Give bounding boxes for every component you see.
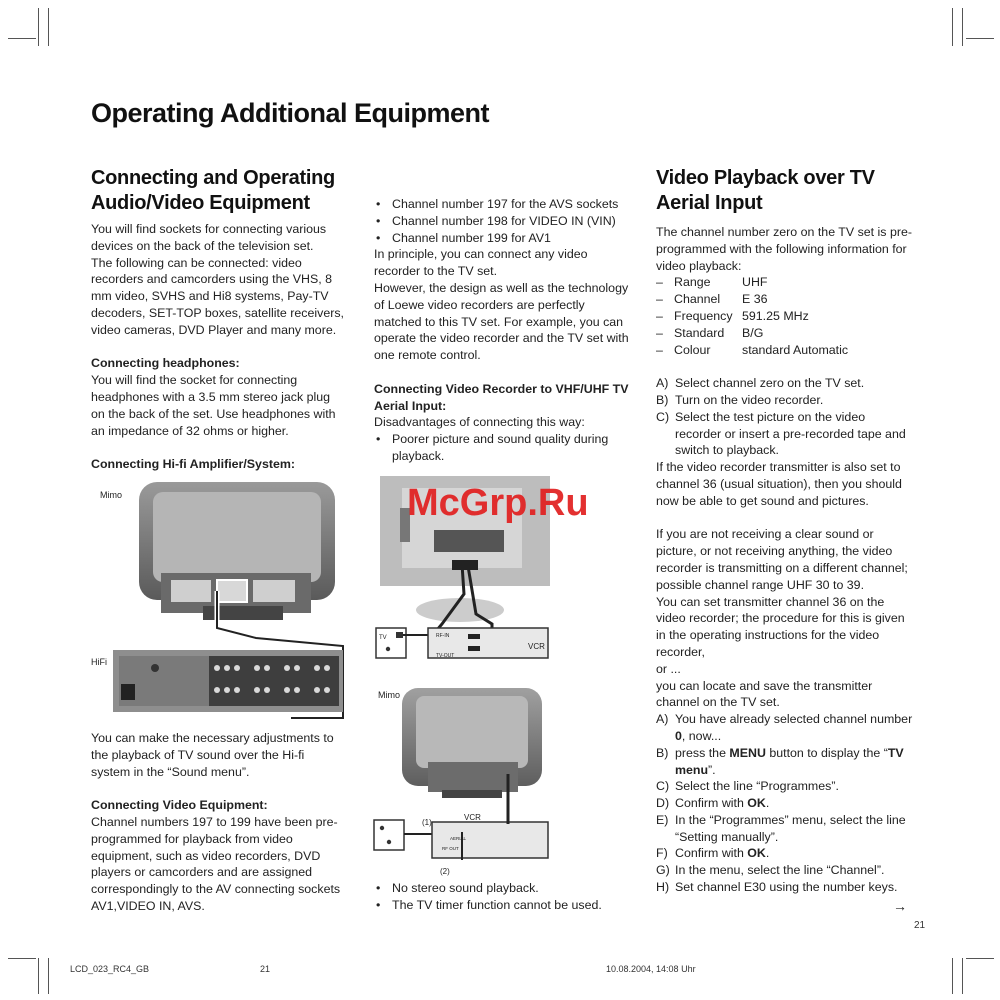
- spec-value: B/G: [742, 325, 764, 340]
- list-item: • Poorer picture and sound quality during playback.: [374, 431, 630, 465]
- paragraph-or: or ...: [656, 661, 681, 676]
- paragraph-transmitter: If the video recorder transmitter is also set to channel 36 (usual situation), then you should now be able to get sound and pictures.: [656, 460, 902, 508]
- list-item: • No stereo sound playback.: [374, 880, 630, 897]
- label-tv: TV: [379, 635, 387, 641]
- list-item: G) In the menu, select the line “Channel”.: [656, 863, 885, 878]
- table-row: – Standard B/G: [656, 325, 848, 342]
- figure-label-mimo-2: Mimo: [378, 690, 400, 700]
- crop-mark: [962, 958, 963, 994]
- spec-label: Frequency: [674, 308, 733, 323]
- section-heading-audio-video: Connecting and Operating Audio/Video Equipment: [91, 167, 335, 214]
- label-1: (1): [422, 818, 432, 827]
- paragraph-disadvantages: Disadvantages of connecting this way:: [374, 415, 585, 430]
- subheading-video-equipment: Connecting Video Equipment:: [91, 798, 268, 813]
- list-item: D) Confirm with OK.: [656, 796, 770, 811]
- subheading-hifi: Connecting Hi-fi Amplifier/System:: [91, 457, 296, 472]
- paragraph-locate: you can locate and save the transmitter channel on the TV set.: [656, 678, 873, 710]
- figure-label-mimo: Mimo: [100, 490, 122, 500]
- steps-list-2: [656, 711, 914, 896]
- list-item: • Channel number 197 for the AVS sockets: [374, 196, 630, 213]
- column-right: [656, 166, 914, 896]
- crop-mark: [38, 958, 39, 994]
- label-vcr-2: VCR: [464, 813, 481, 822]
- section-heading-video-playback: Video Playback over TV Aerial Input: [656, 167, 875, 214]
- table-row: – Channel E 36: [656, 291, 848, 308]
- spec-label: Range: [674, 275, 711, 290]
- column-middle-lower: [374, 880, 630, 914]
- footer-page: 21: [260, 964, 271, 974]
- spec-value: E 36: [742, 292, 768, 307]
- spec-label: Standard: [674, 325, 725, 340]
- mimo-vcr-diagram: [372, 682, 552, 877]
- crop-mark: [962, 8, 963, 46]
- paragraph-connectable: The following can be connected: video recorders and camcorders using the VHS, 8 mm video, SVHS and Hi8 systems, Pay-TV decoders, SET-TOP boxes, satellite receivers, video cameras, DVD Player and many more.: [91, 255, 344, 337]
- tv-back-panel: [153, 492, 321, 582]
- spec-label: Channel: [674, 292, 721, 307]
- label-2: (2): [440, 867, 450, 876]
- list-item: B) press the MENU button to display the “TV menu”.: [656, 745, 904, 777]
- label-tv-out: TV-OUT: [436, 653, 455, 659]
- figure-label-hifi: HiFi: [91, 657, 107, 667]
- drawbacks-list: [374, 880, 630, 914]
- continue-arrow-icon: →: [893, 898, 907, 914]
- crop-mark: [952, 8, 953, 46]
- spec-value: UHF: [742, 275, 768, 290]
- crop-mark: [8, 958, 36, 959]
- crop-mark: [8, 38, 36, 39]
- steps-list-1: [656, 375, 914, 459]
- paragraph-principle: In principle, you can connect any video recorder to the TV set.: [374, 247, 588, 279]
- aerial-socket: [374, 820, 404, 850]
- hifi-connection-diagram: [91, 478, 351, 723]
- crop-mark: [966, 38, 994, 39]
- paragraph-can-set: You can set transmitter channel 36 on the video recorder; the procedure for this is given in the operating instructions for the video recorder,: [656, 594, 905, 659]
- footer-timestamp: 10.08.2004, 14:08 Uhr: [606, 964, 696, 974]
- paragraph-however: However, the design as well as the technology of Loewe video recorders are perfectly matched to this TV set. For example, you can operate the video recorder and the TV set with one remote control.: [374, 280, 629, 363]
- crop-mark: [952, 958, 953, 994]
- label-rf-out: RF OUT: [442, 846, 459, 851]
- list-item: • The TV timer function cannot be used.: [374, 897, 630, 914]
- table-row: – Range UHF: [656, 274, 848, 291]
- table-row: – Frequency 591.25 MHz: [656, 308, 848, 325]
- crop-mark: [48, 958, 49, 994]
- list-item: A) Select channel zero on the TV set.: [656, 376, 865, 391]
- list-item: C) Select the line “Programmes”.: [656, 779, 839, 794]
- subheading-vhf-uhf: Connecting Video Recorder to VHF/UHF TV Aerial Input:: [374, 381, 629, 413]
- label-rf-in: RF-IN: [436, 633, 450, 639]
- spec-value: 591.25 MHz: [742, 308, 809, 323]
- spec-value: standard Automatic: [742, 342, 849, 357]
- spec-label: Colour: [674, 342, 711, 357]
- channel-list: [374, 196, 630, 246]
- column-left-lower: [91, 730, 346, 915]
- page-number: 21: [914, 920, 926, 931]
- page-title: Operating Additional Equipment: [91, 98, 489, 128]
- crop-mark: [966, 958, 994, 959]
- paragraph-channel-zero: The channel number zero on the TV set is pre-programmed with the following information for video playback:: [656, 225, 912, 273]
- crop-mark: [48, 8, 49, 46]
- paragraph-not-receiving: If you are not receiving a clear sound or picture, or not receiving anything, the video recorder is transmitting on a different channel; possible channel range UHF 30 to 39.: [656, 527, 908, 592]
- paragraph-hifi-adjust: You can make the necessary adjustments to the playback of TV sound over the Hi-fi system in the “Sound menu”.: [91, 731, 334, 779]
- paragraph-headphones: You will find the socket for connecting headphones with a 3.5 mm stereo jack plug on the back of the set. Use headphones with an impedance of 32 ohms or higher.: [91, 373, 336, 438]
- label-aerial: AERIAL: [450, 836, 467, 841]
- list-item: A) You have already selected channel number 0, now...: [656, 712, 913, 743]
- paragraph-video-equipment: Channel numbers 197 to 199 have been pre-programmed for playback from video equipment, such as video recorders, DVD players or camcorders and are assigned correspondingly to the AV connecting sockets AV1,VIDEO IN, AVS.: [91, 814, 341, 913]
- watermark: McGrp.Ru: [407, 482, 589, 524]
- footer-file-name: LCD_023_RC4_GB: [70, 964, 150, 974]
- list-item: C) Select the test picture on the video recorder or insert a pre-recorded tape and switch to playback.: [656, 409, 906, 458]
- spec-table: [656, 274, 848, 358]
- list-item: E) In the “Programmes” menu, select the line “Setting manually”.: [656, 812, 906, 844]
- disadvantages-list: [374, 431, 630, 465]
- list-item: F) Confirm with OK.: [656, 846, 770, 861]
- list-item: • Channel number 199 for AV1: [374, 230, 630, 247]
- list-item: B) Turn on the video recorder.: [656, 392, 824, 407]
- column-middle: [374, 196, 630, 465]
- table-row: – Colour standard Automatic: [656, 342, 849, 357]
- column-left: [91, 166, 346, 473]
- subheading-headphones: Connecting headphones:: [91, 356, 240, 371]
- paragraph-intro: You will find sockets for connecting various devices on the back of the television set.: [91, 222, 327, 253]
- list-item: • Channel number 198 for VIDEO IN (VIN): [374, 213, 630, 230]
- label-vcr: VCR: [528, 642, 545, 651]
- list-item: H) Set channel E30 using the number keys.: [656, 880, 898, 895]
- crop-mark: [38, 8, 39, 46]
